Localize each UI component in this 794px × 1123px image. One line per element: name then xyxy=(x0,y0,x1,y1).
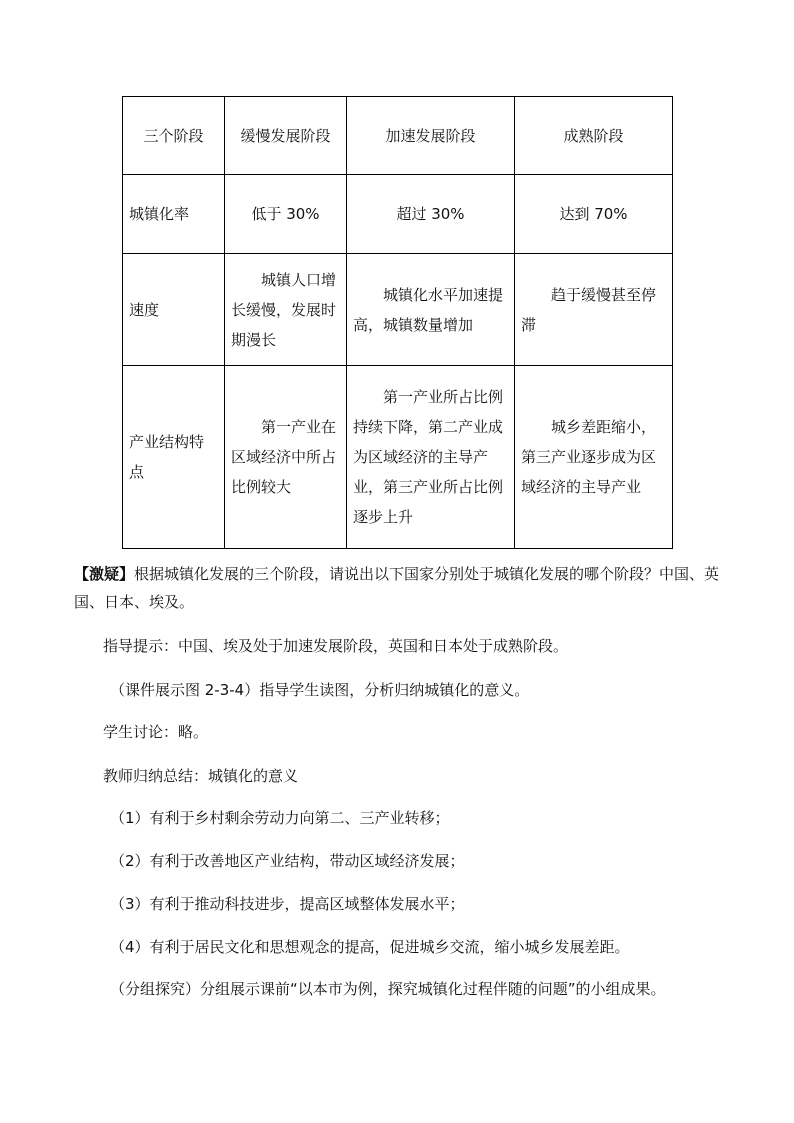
group-paragraph: （分组探究）分组展示课前“以本市为例，探究城镇化过程伴随的问题”的小组成果。 xyxy=(110,980,666,998)
table-cell: 趋于缓慢甚至停滞 xyxy=(515,254,673,366)
table-cell: 低于 30% xyxy=(225,175,347,254)
table-cell: 城镇人口增长缓慢，发展时期漫长 xyxy=(225,254,347,366)
table-header-row xyxy=(123,97,673,175)
ppt-paragraph: （课件展示图 2-3-4）指导学生读图，分析归纳城镇化的意义。 xyxy=(110,681,530,699)
summary-paragraph: 教师归纳总结：城镇化的意义 xyxy=(103,767,299,785)
table-cell: 第一产业所占比例持续下降，第二产业成为区域经济的主导产业，第三产业所占比例逐步上升 xyxy=(347,366,515,549)
table-cell: 城乡差距缩小，第三产业逐步成为区域经济的主导产业 xyxy=(515,366,673,549)
table-row xyxy=(123,175,673,254)
discussion-paragraph: 学生讨论：略。 xyxy=(103,723,209,741)
header-cell: 加速发展阶段 xyxy=(347,97,515,175)
table-cell: 达到 70% xyxy=(515,175,673,254)
list-item: （4）有利于居民文化和思想观念的提高，促进城乡交流，缩小城乡发展差距。 xyxy=(110,938,630,956)
header-cell: 三个阶段 xyxy=(123,97,225,175)
list-item: （1）有利于乡村剩余劳动力向第二、三产业转移； xyxy=(110,809,450,827)
table-row xyxy=(123,366,673,549)
table-cell: 超过 30% xyxy=(347,175,515,254)
prompt-tag: 【激疑】 xyxy=(74,565,135,583)
urbanization-stages-table xyxy=(122,96,673,549)
list-item: （3）有利于推动科技进步，提高区域整体发展水平； xyxy=(110,895,465,913)
row-label: 产业结构特点 xyxy=(123,366,225,549)
table-cell: 第一产业在区域经济中所占比例较大 xyxy=(225,366,347,549)
row-label: 速度 xyxy=(123,254,225,366)
list-item: （2）有利于改善地区产业结构，带动区域经济发展； xyxy=(110,852,465,870)
header-cell: 成熟阶段 xyxy=(515,97,673,175)
prompt-paragraph xyxy=(74,560,734,616)
prompt-text: 根据城镇化发展的三个阶段，请说出以下国家分别处于城镇化发展的哪个阶段？中国、英国、日本、埃及。 xyxy=(74,565,720,611)
row-label: 城镇化率 xyxy=(123,175,225,254)
table-row xyxy=(123,254,673,366)
table-cell: 城镇化水平加速提高，城镇数量增加 xyxy=(347,254,515,366)
hint-paragraph: 指导提示：中国、埃及处于加速发展阶段，英国和日本处于成熟阶段。 xyxy=(103,637,569,655)
header-cell: 缓慢发展阶段 xyxy=(225,97,347,175)
